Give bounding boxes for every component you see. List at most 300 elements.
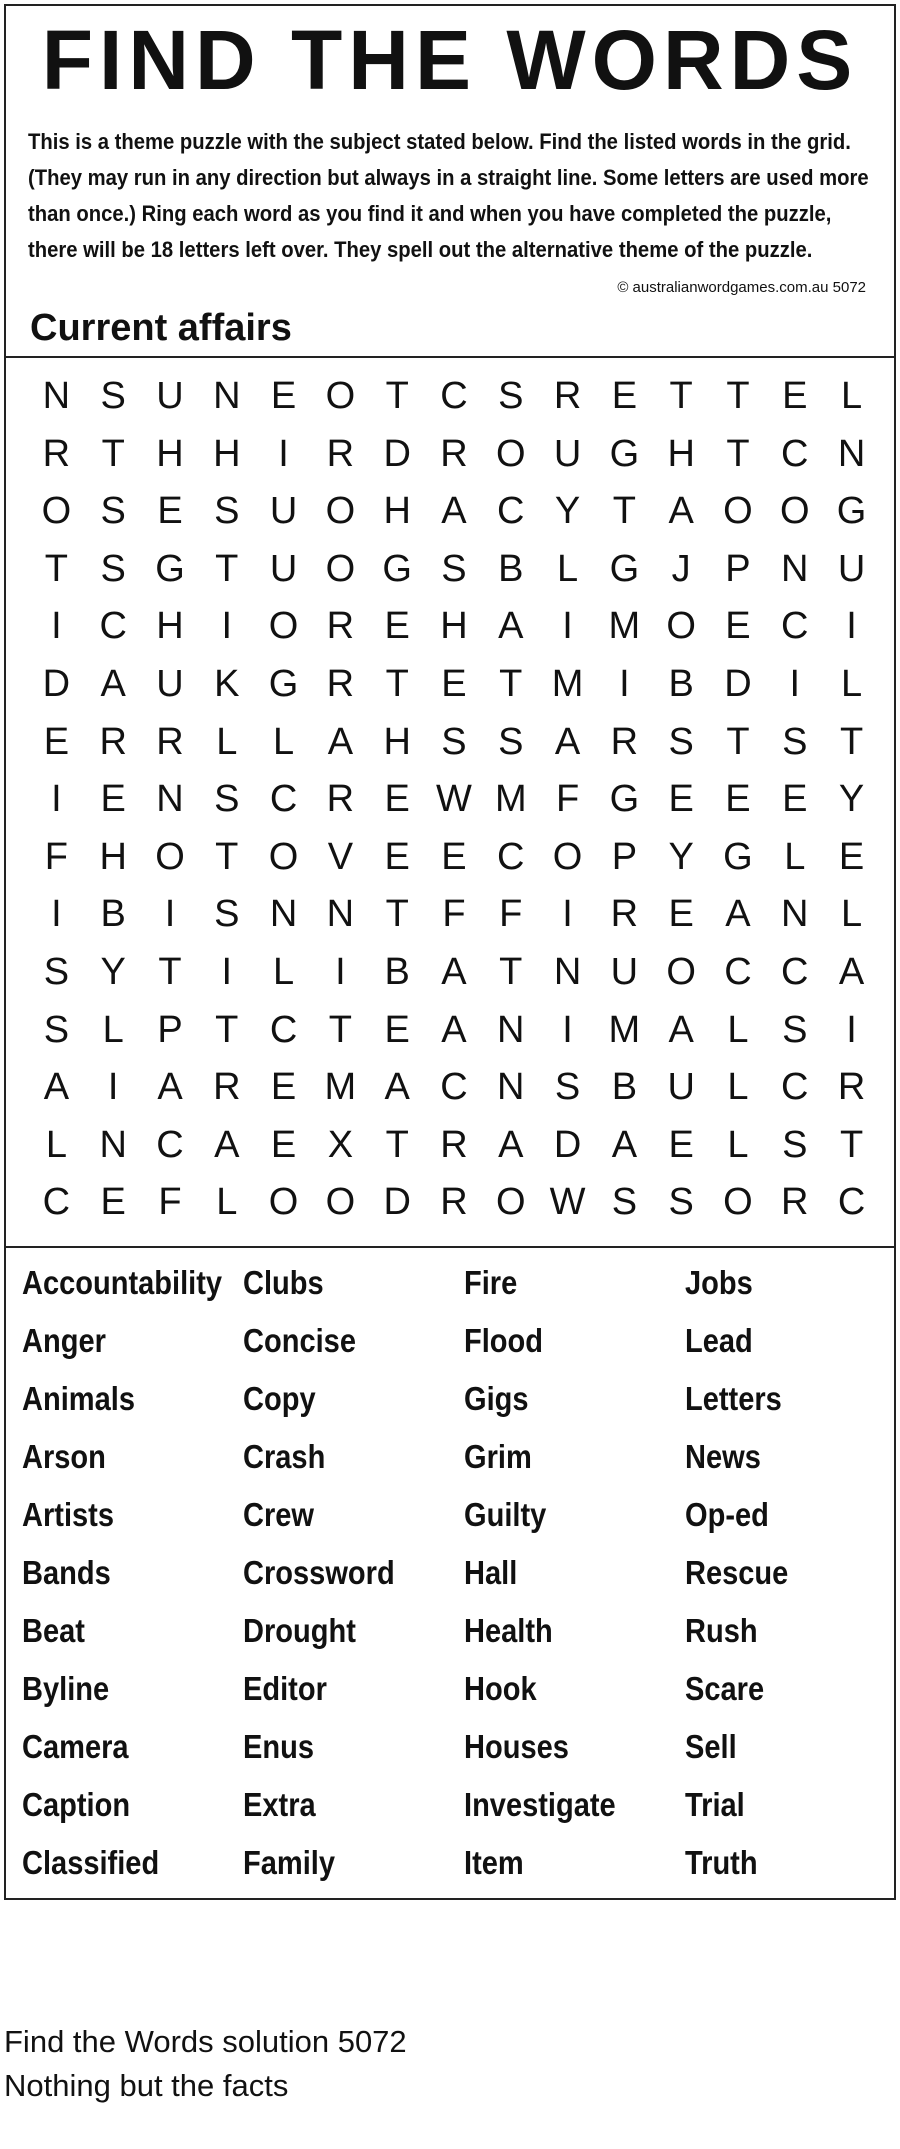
grid-cell[interactable]: I (335, 950, 346, 993)
grid-cell[interactable]: O (268, 605, 299, 648)
grid-cell[interactable]: C (156, 1123, 184, 1166)
grid-cell[interactable]: H (99, 835, 127, 878)
grid-cell[interactable]: N (213, 375, 241, 417)
grid-cell[interactable]: D (42, 662, 71, 705)
grid-cell[interactable]: E (270, 1066, 297, 1109)
grid-row (28, 714, 880, 772)
word-item[interactable]: Crash (243, 1438, 326, 1475)
divider-bottom (6, 1246, 894, 1248)
solution-text: Nothing but the facts (4, 2068, 289, 2103)
grid-row (28, 1059, 880, 1117)
word-item[interactable]: Rush (685, 1612, 758, 1649)
grid-cell[interactable]: O (495, 432, 526, 475)
solution-block (4, 2020, 407, 2108)
word-item[interactable]: Hall (464, 1554, 518, 1591)
grid-cell[interactable]: G (836, 490, 867, 533)
grid-cell[interactable]: T (44, 547, 68, 590)
grid-cell[interactable]: S (782, 1123, 808, 1166)
word-column (685, 1254, 892, 1892)
grid-cell[interactable]: O (779, 490, 810, 533)
grid-cell[interactable]: S (498, 375, 524, 417)
publisher-credit: © australianwordgames.com.au 5072 (617, 279, 866, 296)
grid-cell[interactable]: E (100, 1181, 126, 1224)
word-item[interactable]: Grim (464, 1438, 532, 1475)
word-item[interactable]: Drought (243, 1612, 356, 1649)
grid-cell[interactable]: A (157, 1066, 183, 1109)
word-item[interactable]: Scare (685, 1670, 765, 1707)
grid-cell[interactable]: E (43, 720, 70, 763)
grid-cell[interactable]: S (43, 1008, 70, 1051)
word-item[interactable]: Family (243, 1844, 336, 1881)
grid-cell[interactable]: L (216, 720, 238, 763)
grid-cell[interactable]: A (554, 720, 581, 763)
grid-cell[interactable]: R (553, 375, 582, 417)
grid-cell[interactable]: N (269, 893, 298, 936)
grid-cell[interactable]: A (498, 605, 524, 648)
grid-cell[interactable]: E (384, 778, 410, 821)
grid-cell[interactable]: M (608, 605, 641, 648)
grid-cell[interactable]: T (839, 720, 864, 763)
grid-cell[interactable]: A (214, 1123, 240, 1166)
grid-cell[interactable]: O (325, 490, 356, 533)
word-item[interactable]: Camera (22, 1728, 129, 1765)
word-item[interactable]: Classified (22, 1844, 160, 1881)
grid-cell[interactable]: E (782, 375, 808, 417)
grid-cell[interactable]: G (723, 835, 753, 878)
grid-cell[interactable]: S (782, 1008, 808, 1051)
grid-cell[interactable]: L (727, 1123, 749, 1166)
grid-cell[interactable]: V (327, 835, 354, 878)
grid-cell[interactable]: C (837, 1181, 866, 1224)
grid-cell[interactable]: H (667, 432, 695, 475)
grid-cell[interactable]: O (268, 835, 299, 878)
grid-cell[interactable]: S (611, 1181, 638, 1224)
grid-row (28, 483, 880, 541)
grid-cell[interactable]: A (838, 950, 865, 993)
grid-row (28, 426, 880, 484)
grid-cell[interactable]: B (384, 950, 410, 993)
grid-cell[interactable]: C (497, 490, 525, 533)
grid-cell[interactable]: E (100, 778, 126, 821)
grid-cell[interactable]: E (384, 605, 410, 648)
grid-cell[interactable]: E (384, 835, 410, 878)
grid-row (28, 368, 880, 426)
grid-cell[interactable]: E (384, 1008, 410, 1051)
grid-cell[interactable]: S (100, 547, 126, 590)
word-item[interactable]: Crossword (243, 1554, 395, 1591)
grid-cell[interactable]: D (724, 662, 752, 705)
grid-cell[interactable]: G (609, 432, 640, 475)
word-item[interactable]: Clubs (243, 1264, 324, 1301)
grid-cell[interactable]: H (156, 432, 184, 475)
grid-cell[interactable]: S (498, 720, 524, 763)
grid-cell[interactable]: A (100, 662, 126, 705)
grid-cell[interactable]: I (619, 662, 630, 705)
word-item[interactable]: Guilty (464, 1496, 547, 1533)
word-item[interactable]: Item (464, 1844, 524, 1881)
grid-cell[interactable]: A (611, 1123, 638, 1166)
grid-cell[interactable]: A (441, 490, 467, 533)
grid-cell[interactable]: O (155, 835, 185, 878)
grid-cell[interactable]: R (610, 893, 639, 936)
grid-cell[interactable]: U (610, 950, 639, 993)
word-item[interactable]: Extra (243, 1786, 316, 1823)
word-item[interactable]: Flood (464, 1322, 544, 1359)
grid-cell[interactable]: A (725, 893, 751, 936)
grid-cell[interactable]: L (102, 1008, 124, 1051)
grid-cell[interactable]: O (666, 950, 696, 993)
grid-cell[interactable]: G (609, 778, 640, 821)
grid-cell[interactable]: L (45, 1123, 67, 1166)
grid-row (28, 886, 880, 944)
grid-cell[interactable]: N (326, 893, 355, 936)
word-item[interactable]: Beat (22, 1612, 85, 1649)
grid-cell[interactable]: S (668, 720, 694, 763)
grid-cell[interactable]: I (51, 778, 62, 821)
grid-cell[interactable]: O (325, 375, 356, 417)
grid-cell[interactable]: G (155, 547, 185, 590)
grid-cell[interactable]: T (385, 375, 409, 417)
grid-cell[interactable]: T (385, 1123, 409, 1166)
grid-cell[interactable]: U (667, 1066, 695, 1109)
grid-cell[interactable]: S (441, 547, 467, 590)
grid-cell[interactable]: T (215, 1008, 239, 1051)
word-item[interactable]: News (685, 1438, 761, 1475)
grid-cell[interactable]: I (221, 605, 233, 648)
grid-cell[interactable]: C (781, 605, 809, 648)
grid-cell[interactable]: O (41, 490, 72, 533)
grid-cell[interactable]: B (498, 547, 524, 590)
grid-cell[interactable]: R (156, 720, 184, 763)
grid-cell[interactable]: E (668, 893, 694, 936)
grid-cell[interactable]: M (324, 1066, 357, 1109)
grid-row (28, 771, 880, 829)
word-item[interactable]: Copy (243, 1380, 316, 1417)
grid-cell[interactable]: J (671, 547, 691, 590)
word-item[interactable]: Investigate (464, 1786, 616, 1823)
grid-cell[interactable]: X (327, 1123, 354, 1166)
grid-cell[interactable]: L (557, 547, 579, 590)
word-item[interactable]: Bands (22, 1554, 111, 1591)
grid-cell[interactable]: R (326, 432, 355, 475)
grid-cell[interactable]: C (42, 1181, 71, 1224)
grid-row (28, 829, 880, 887)
word-item[interactable]: Jobs (685, 1264, 753, 1301)
grid-cell[interactable]: C (781, 432, 809, 475)
grid-cell[interactable]: R (781, 1181, 809, 1224)
grid-cell[interactable]: N (497, 1066, 525, 1109)
grid-cell[interactable]: N (42, 375, 71, 417)
word-item[interactable]: Truth (685, 1844, 758, 1881)
grid-cell[interactable]: T (726, 432, 750, 475)
word-item[interactable]: Concise (243, 1322, 356, 1359)
grid-cell[interactable]: H (156, 605, 184, 648)
grid-cell[interactable]: E (270, 1123, 297, 1166)
word-item[interactable]: Gigs (464, 1380, 529, 1417)
grid-cell[interactable]: B (100, 893, 126, 936)
grid-cell[interactable]: T (385, 662, 409, 705)
grid-row (28, 541, 880, 599)
grid-cell[interactable]: N (781, 893, 809, 936)
grid-cell[interactable]: R (213, 1066, 241, 1109)
grid-cell[interactable]: A (668, 490, 694, 533)
grid-cell[interactable]: R (99, 720, 127, 763)
grid-cell[interactable]: C (440, 375, 468, 417)
grid-cell[interactable]: I (562, 605, 573, 648)
grid-cell[interactable]: O (666, 605, 696, 648)
grid-cell[interactable]: T (499, 662, 523, 705)
grid-cell[interactable]: A (668, 1008, 694, 1051)
grid-cell[interactable]: N (156, 778, 184, 821)
word-item[interactable]: Enus (243, 1728, 315, 1765)
grid-cell[interactable]: S (214, 778, 240, 821)
word-item[interactable]: Rescue (685, 1554, 789, 1591)
grid-cell[interactable]: I (51, 893, 62, 936)
grid-cell[interactable]: Y (554, 490, 581, 533)
word-item[interactable]: Accountability (22, 1264, 223, 1301)
grid-cell[interactable]: L (840, 375, 863, 417)
grid-cell[interactable]: U (269, 547, 298, 590)
grid-cell[interactable]: I (164, 893, 176, 936)
grid-cell[interactable]: G (609, 547, 640, 590)
word-item[interactable]: Op-ed (685, 1496, 769, 1533)
puzzle-title: FIND THE WORDS (41, 13, 859, 107)
grid-cell[interactable]: O (552, 835, 583, 878)
grid-cell[interactable]: T (215, 835, 239, 878)
word-item[interactable]: Animals (22, 1380, 135, 1417)
word-column (464, 1254, 685, 1892)
grid-cell[interactable]: L (727, 1008, 749, 1051)
grid-cell[interactable]: L (727, 1066, 749, 1109)
grid-cell[interactable]: E (270, 375, 297, 417)
word-column (22, 1254, 243, 1892)
grid-row (28, 656, 880, 714)
grid-cell[interactable]: D (383, 1181, 411, 1224)
word-item[interactable]: Crew (243, 1496, 315, 1533)
grid-cell[interactable]: R (610, 720, 639, 763)
grid-cell[interactable]: C (781, 1066, 809, 1109)
grid-cell[interactable]: D (383, 432, 411, 475)
grid-cell[interactable]: C (99, 605, 127, 648)
grid-cell[interactable]: U (156, 662, 184, 705)
grid-cell[interactable]: G (382, 547, 412, 590)
grid-cell[interactable]: H (383, 720, 411, 763)
grid-cell[interactable]: C (724, 950, 752, 993)
grid-cell[interactable]: S (782, 720, 808, 763)
grid-cell[interactable]: O (723, 490, 753, 533)
word-item[interactable]: Fire (464, 1264, 518, 1301)
word-item[interactable]: Caption (22, 1786, 131, 1823)
grid-cell[interactable]: T (726, 375, 750, 417)
grid-cell[interactable]: M (608, 1008, 641, 1051)
grid-cell[interactable]: S (668, 1181, 694, 1224)
grid-cell[interactable]: O (325, 1181, 356, 1224)
grid-cell[interactable]: T (101, 432, 125, 475)
grid-cell[interactable]: W (436, 778, 472, 821)
grid-cell[interactable]: F (158, 1181, 182, 1224)
grid-cell[interactable]: E (782, 778, 808, 821)
grid-cell[interactable]: A (441, 1008, 467, 1051)
grid-cell[interactable]: K (214, 662, 240, 705)
grid-cell[interactable]: I (846, 605, 857, 648)
word-item[interactable]: Arson (22, 1438, 106, 1475)
grid-cell[interactable]: L (784, 835, 806, 878)
word-item[interactable]: Byline (22, 1670, 110, 1707)
grid-row (28, 1174, 880, 1232)
grid-cell[interactable]: S (100, 375, 126, 417)
grid-cell[interactable]: E (725, 605, 751, 648)
grid-cell[interactable]: L (273, 720, 295, 763)
grid-cell[interactable]: H (383, 490, 411, 533)
grid-cell[interactable]: O (325, 547, 356, 590)
grid-cell[interactable]: O (495, 1181, 526, 1224)
grid-cell[interactable]: T (385, 893, 409, 936)
word-item[interactable]: Trial (685, 1786, 745, 1823)
grid-cell[interactable]: I (562, 1008, 573, 1051)
grid-cell[interactable]: U (156, 375, 184, 417)
grid-cell[interactable]: S (100, 490, 126, 533)
grid-cell[interactable]: P (725, 547, 751, 590)
grid-cell[interactable]: A (498, 1123, 524, 1166)
word-item[interactable]: Sell (685, 1728, 737, 1765)
grid-cell[interactable]: C (781, 950, 809, 993)
grid-cell[interactable]: C (269, 1008, 298, 1051)
grid-cell[interactable]: A (327, 720, 354, 763)
grid-cell[interactable]: I (107, 1066, 119, 1109)
grid-cell[interactable]: S (214, 893, 240, 936)
grid-cell[interactable]: R (326, 662, 355, 705)
grid-cell[interactable]: F (499, 893, 523, 936)
word-item[interactable]: Lead (685, 1322, 753, 1359)
letter-grid (28, 368, 880, 1232)
word-item[interactable]: Editor (243, 1670, 327, 1707)
grid-cell[interactable]: B (668, 662, 694, 705)
grid-cell[interactable]: T (669, 375, 693, 417)
grid-cell[interactable]: Y (838, 778, 865, 821)
grid-row (28, 944, 880, 1002)
grid-cell[interactable]: U (269, 490, 298, 533)
grid-cell[interactable]: T (726, 720, 750, 763)
divider-top (6, 356, 894, 358)
grid-cell[interactable]: F (555, 778, 580, 821)
grid-cell[interactable]: R (440, 432, 468, 475)
grid-cell[interactable]: R (326, 605, 355, 648)
word-list (22, 1254, 892, 1892)
grid-cell[interactable]: B (611, 1066, 638, 1109)
grid-cell[interactable]: L (840, 893, 863, 936)
grid-cell[interactable]: I (789, 662, 801, 705)
grid-cell[interactable]: R (440, 1123, 468, 1166)
grid-cell[interactable]: E (441, 835, 467, 878)
grid-cell[interactable]: S (43, 950, 70, 993)
solution-heading: Find the Words solution 5072 (4, 2024, 407, 2059)
grid-cell[interactable]: M (551, 662, 584, 705)
grid-cell[interactable]: E (668, 778, 694, 821)
grid-cell[interactable]: N (497, 1008, 525, 1051)
grid-cell[interactable]: F (442, 893, 466, 936)
grid-cell[interactable]: I (846, 1008, 857, 1051)
word-item[interactable]: Hook (464, 1670, 537, 1707)
grid-cell[interactable]: L (840, 662, 863, 705)
grid-cell[interactable]: I (562, 893, 573, 936)
grid-cell[interactable]: N (99, 1123, 127, 1166)
grid-cell[interactable]: R (837, 1066, 866, 1109)
grid-cell[interactable]: C (269, 778, 298, 821)
grid-row (28, 598, 880, 656)
grid-cell[interactable]: O (268, 1181, 299, 1224)
puzzle-frame (4, 4, 896, 1900)
grid-cell[interactable]: T (499, 950, 523, 993)
grid-cell[interactable]: T (158, 950, 182, 993)
grid-cell[interactable]: A (384, 1066, 410, 1109)
grid-cell[interactable]: E (838, 835, 865, 878)
word-item[interactable]: Anger (22, 1322, 106, 1359)
grid-cell[interactable]: L (273, 950, 295, 993)
grid-cell[interactable]: C (497, 835, 525, 878)
grid-cell[interactable]: E (611, 375, 638, 417)
grid-cell[interactable]: O (723, 1181, 753, 1224)
grid-cell[interactable]: T (612, 490, 636, 533)
grid-cell[interactable]: R (326, 778, 355, 821)
grid-cell[interactable]: E (668, 1123, 694, 1166)
grid-cell[interactable]: Y (100, 950, 126, 993)
word-item[interactable]: Health (464, 1612, 553, 1649)
grid-cell[interactable]: S (214, 490, 240, 533)
grid-cell[interactable]: P (157, 1008, 183, 1051)
grid-cell[interactable]: I (221, 950, 233, 993)
grid-cell[interactable]: F (44, 835, 68, 878)
grid-cell[interactable]: E (725, 778, 751, 821)
word-item[interactable]: Artists (22, 1496, 114, 1533)
grid-cell[interactable]: N (781, 547, 809, 590)
grid-cell[interactable]: H (213, 432, 241, 475)
grid-cell[interactable]: R (440, 1181, 468, 1224)
grid-cell[interactable]: A (43, 1066, 70, 1109)
grid-cell[interactable]: I (278, 432, 289, 475)
word-column (243, 1254, 464, 1892)
grid-cell[interactable]: S (554, 1066, 581, 1109)
grid-cell[interactable]: U (553, 432, 582, 475)
grid-cell[interactable]: L (216, 1181, 238, 1224)
word-item[interactable]: Letters (685, 1380, 782, 1417)
grid-cell[interactable]: E (157, 490, 183, 533)
grid-cell[interactable]: A (441, 950, 467, 993)
grid-cell[interactable]: M (494, 778, 527, 821)
grid-cell[interactable]: N (553, 950, 582, 993)
grid-cell[interactable]: W (549, 1181, 586, 1224)
grid-cell[interactable]: T (328, 1008, 352, 1051)
grid-cell[interactable]: R (42, 432, 71, 475)
grid-cell[interactable]: H (440, 605, 468, 648)
word-item[interactable]: Houses (464, 1728, 569, 1765)
grid-cell[interactable]: G (268, 662, 299, 705)
grid-cell[interactable]: E (441, 662, 467, 705)
grid-cell[interactable]: Y (668, 835, 694, 878)
grid-cell[interactable]: C (440, 1066, 468, 1109)
grid-cell[interactable]: D (553, 1123, 582, 1166)
grid-cell[interactable]: S (441, 720, 467, 763)
grid-row (28, 1117, 880, 1175)
grid-cell[interactable]: U (837, 547, 866, 590)
grid-cell[interactable]: T (215, 547, 239, 590)
grid-row (28, 1002, 880, 1060)
grid-cell[interactable]: N (837, 432, 866, 475)
puzzle-instructions: This is a theme puzzle with the subject stated below. Find the listed words in the grid. (They may run in any direction but always in a straight line. Some letters are used more than once.) Ring each word as you find it and when you have completed the puzzle, there will be 18 letters left over. They spell out the alternative theme of the puzzle. (28, 129, 869, 262)
puzzle-theme: Current affairs (30, 307, 292, 349)
grid-cell[interactable]: T (839, 1123, 864, 1166)
grid-cell[interactable]: I (51, 605, 62, 648)
grid-cell[interactable]: P (611, 835, 638, 878)
